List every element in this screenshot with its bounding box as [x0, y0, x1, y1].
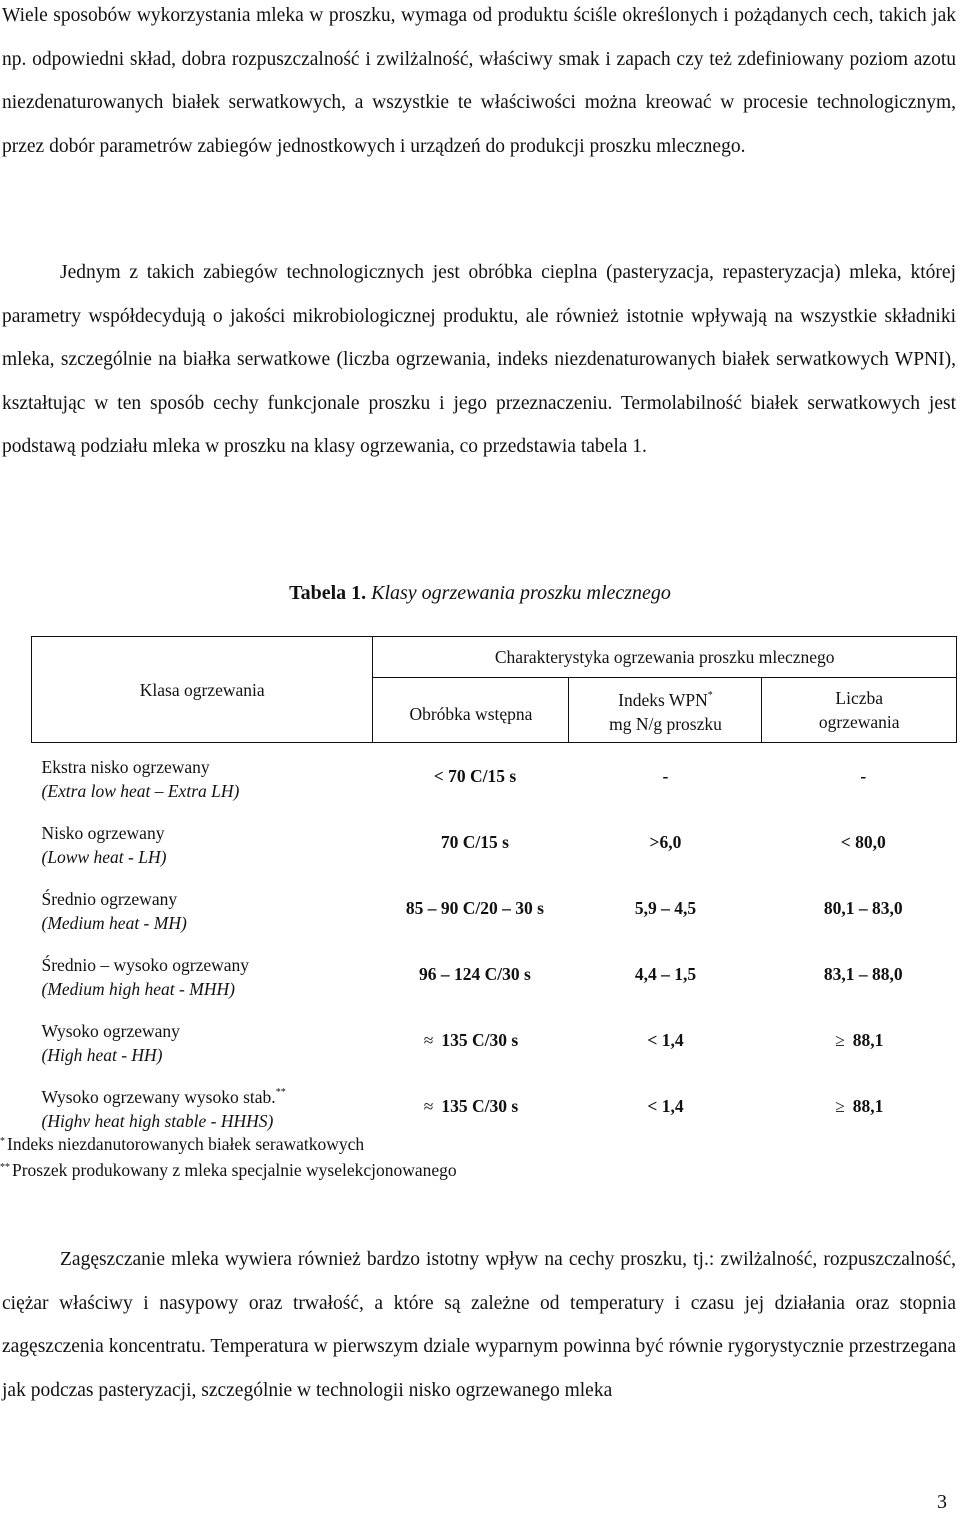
heat-number-value: 83,1 – 88,0 — [823, 964, 903, 984]
heat-class-name: Średnio ogrzewany (Medium heat - MH) — [41, 889, 187, 933]
pretreatment-value: < 70 C/15 s — [433, 766, 517, 786]
table-row — [32, 941, 957, 1007]
intro-paragraph: Wiele sposobów wykorzystania mleka w proszku, wymaga od produktu ściśle określonych i pożądanych cech, takich jak np. odpowiedni skład, dobra rozpuszczalność i zwilżalność, właściwy smak i zapach czy też zdefiniowany poziom azotu niezdenaturowanych białek serwatkowych, a wszystkie te właściwości można kreować w procesie technologicznym, przez dobór parametrów zabiegów jednostkowych i urządzeń do produkcji proszku mlecznego. — [2, 5, 956, 157]
table-caption-label: Tabela 1. — [289, 582, 367, 604]
wpn-value: >6,0 — [649, 832, 682, 852]
table-row — [32, 809, 957, 875]
heat-number-value: < 80,0 — [840, 832, 886, 852]
table-caption-title: Klasy ogrzewania proszku mlecznego — [371, 582, 671, 604]
table-row — [32, 875, 957, 941]
pretreatment-value: 70 C/15 s — [440, 832, 509, 852]
pretreatment-value: ≈ 135 C/30 s — [423, 1030, 519, 1050]
table-row — [32, 743, 957, 810]
header-heating-characteristics: Charakterystyka ogrzewania proszku mlecznego — [373, 637, 957, 678]
pretreatment-value: 85 – 90 C/20 – 30 s — [405, 898, 544, 918]
heat-class-name: Ekstra nisko ogrzewany (Extra low heat – Extra LH) — [41, 757, 240, 801]
wpn-value: < 1,4 — [647, 1096, 684, 1116]
pretreatment-value: ≈ 135 C/30 s — [423, 1096, 519, 1116]
heat-class-name: Wysoko ogrzewany wysoko stab.** (Highv heat high stable - HHHS) — [41, 1087, 286, 1131]
wpn-value: 5,9 – 4,5 — [634, 898, 697, 918]
heat-class-name: Nisko ogrzewany (Loww heat - LH) — [41, 823, 167, 867]
table-caption — [0, 577, 960, 609]
pretreatment-value: 96 – 124 C/30 s — [419, 964, 531, 984]
heat-treatment-paragraph: Jednym z takich zabiegów technologicznych jest obróbka cieplna (pasteryzacja, repasteryzacja) mleka, której parametry współdecydują o jakości mikrobiologicznej produktu, ale również istotnie wpływają na wszystkie składniki mleka, szczególnie na białka serwatkowe (liczba ogrzewania, indeks niezdenaturowanych białek serwatkowych WPNI), kształtując w ten sposób cechy funkcjonale proszku i jego przeznaczeniu. Termolabilność białek serwatkowych jest podstawą podziału mleka w proszku na klasy ogrzewania, co przedstawia tabela 1. — [2, 262, 956, 457]
header-heat-number: Liczba ogrzewania — [762, 678, 957, 743]
footnote-1: * Indeks niezdanutorowanych białek serawatkowych — [0, 1134, 365, 1154]
header-pretreatment: Obróbka wstępna — [373, 678, 569, 743]
header-heat-class: Klasa ogrzewania — [32, 637, 373, 743]
heat-number-value: 80,1 – 83,0 — [823, 898, 903, 918]
heat-number-value: ≥ 88,1 — [835, 1030, 884, 1050]
wpn-value: < 1,4 — [647, 1030, 684, 1050]
concentration-paragraph: Zagęszczanie mleka wywiera również bardzo istotny wpływ na cechy proszku, tj.: zwilżalność, rozpuszczalność, ciężar właściwy i nasypowy oraz trwałość, a które są zależne od temperatury i czasu jej działania oraz stopnia zagęszczenia koncentratu. Temperatura w pierwszym dziale wyparnym powinna być równie rygorystycznie przestrzegana jak podczas pasteryzacji, szczególnie w technologii nisko ogrzewanego mleka — [2, 1249, 956, 1401]
footnote-2: ** Proszek produkowany z mleka specjalnie wyselekcjonowanego — [0, 1160, 457, 1180]
heat-number-value: ≥ 88,1 — [835, 1096, 884, 1116]
heat-number-value: - — [860, 766, 867, 786]
wpn-value: - — [662, 766, 669, 786]
table-footnotes — [0, 1130, 457, 1182]
wpn-value: 4,4 – 1,5 — [634, 964, 697, 984]
heat-class-name: Średnio – wysoko ogrzewany (Medium high heat - MHH) — [41, 955, 250, 999]
heat-class-table — [31, 636, 957, 1139]
table-header-row — [32, 637, 957, 678]
heat-class-name: Wysoko ogrzewany (High heat - HH) — [41, 1021, 180, 1065]
table-row — [32, 1007, 957, 1073]
page-number: 3 — [937, 1491, 947, 1513]
header-wpn-index: Indeks WPN* mg N/g proszku — [569, 678, 762, 743]
